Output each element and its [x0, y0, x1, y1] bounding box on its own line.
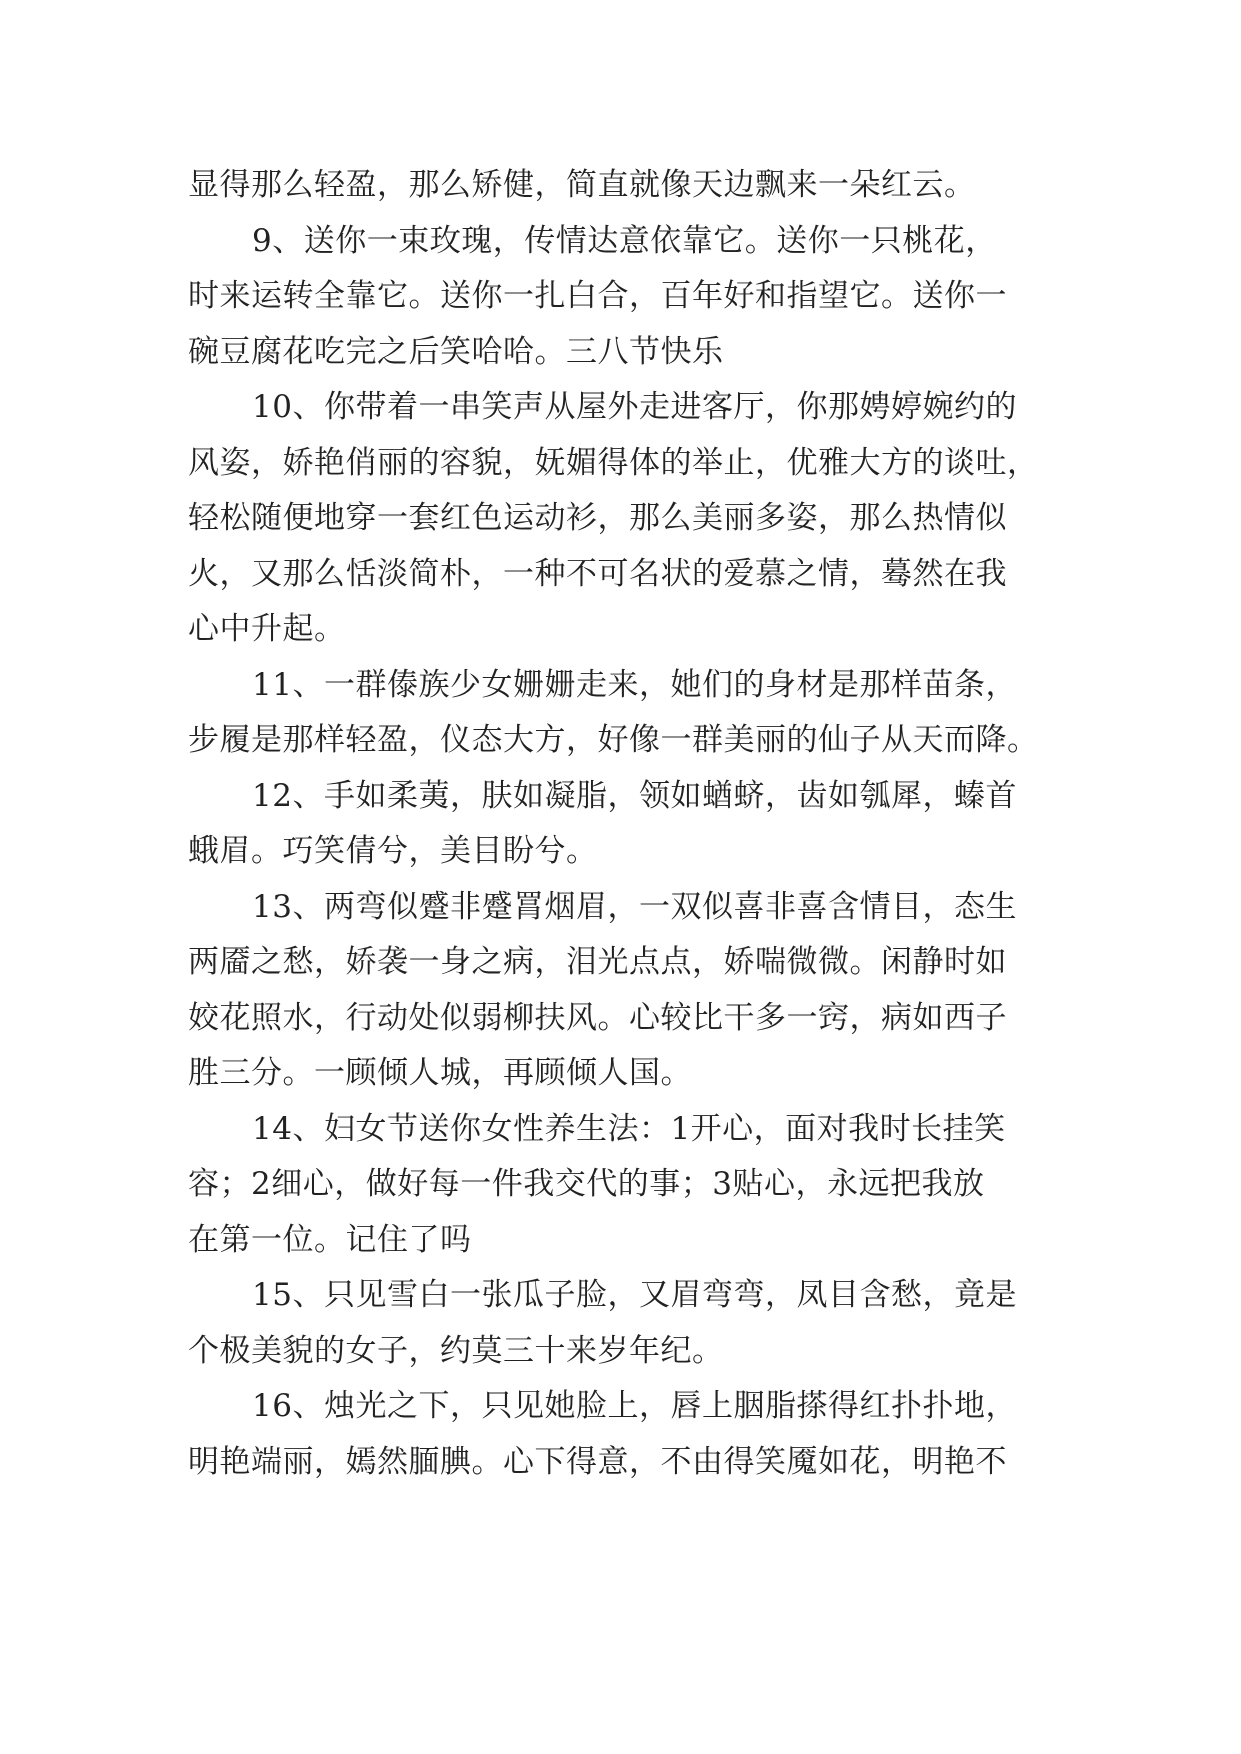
text-line: 14、妇女节送你女性养生法：1开心，面对我时长挂笑: [252, 1110, 1006, 1147]
text-line: 10、你带着一串笑声从屋外走进客厅，你那娉婷婉约的: [252, 389, 1017, 425]
text-line: 明艳端丽，嫣然腼腆。心下得意，不由得笑魇如花，明艳不: [188, 1443, 1007, 1480]
text-line: 胜三分。一顾倾人城，再顾倾人国。: [188, 1055, 692, 1091]
document-body: [188, 158, 1058, 1490]
text-line: 12、手如柔荑，肤如凝脂，领如蝤蛴，齿如瓠犀，螓首: [252, 777, 1017, 814]
text-line: 9、送你一束玫瑰，传情达意依靠它。送你一只桃花，: [252, 222, 997, 259]
text-line: 16、烛光之下，只见她脸上，唇上胭脂搽得红扑扑地，: [252, 1388, 1017, 1424]
text-line: 容；2细心，做好每一件我交代的事；3贴心，永远把我放: [188, 1166, 985, 1202]
text-line: 时来运转全靠它。送你一扎白合，百年好和指望它。送你一: [188, 278, 1007, 314]
text-line: 火，又那么恬淡简朴，一种不可名状的爱慕之情，蓦然在我: [188, 555, 1007, 592]
text-line: 15、只见雪白一张瓜子脸，又眉弯弯，凤目含愁，竟是: [252, 1277, 1017, 1313]
text-line: 步履是那样轻盈，仪态大方，好像一群美丽的仙子从天而降。: [188, 722, 1039, 758]
text-line: 两靥之愁，娇袭一身之病，泪光点点，娇喘微微。闲静时如: [188, 944, 1007, 980]
text-line: 轻松随便地穿一套红色运动衫，那么美丽多姿，那么热情似: [188, 500, 1007, 536]
text-line: 11、一群傣族少女姗姗走来，她们的身材是那样苗条，: [252, 666, 1017, 703]
text-line: 显得那么轻盈，那么矫健，简直就像天边飘来一朵红云。: [188, 167, 976, 203]
text-line: 13、两弯似蹙非蹙罥烟眉，一双似喜非喜含情目，态生: [252, 888, 1017, 925]
text-line: 蛾眉。巧笑倩兮，美目盼兮。: [188, 833, 598, 869]
text-line: 在第一位。记住了吗: [188, 1221, 472, 1258]
text-line: 姣花照水，行动处似弱柳扶风。心较比干多一窍，病如西子: [188, 999, 1007, 1036]
text-line: 心中升起。: [188, 611, 346, 647]
text-line: 个极美貌的女子，约莫三十来岁年纪。: [188, 1332, 724, 1369]
text-line: 碗豆腐花吃完之后笑哈哈。三八节快乐: [188, 333, 724, 370]
text-line: 风姿，娇艳俏丽的容貌，妩媚得体的举止，优雅大方的谈吐，: [188, 444, 1039, 481]
